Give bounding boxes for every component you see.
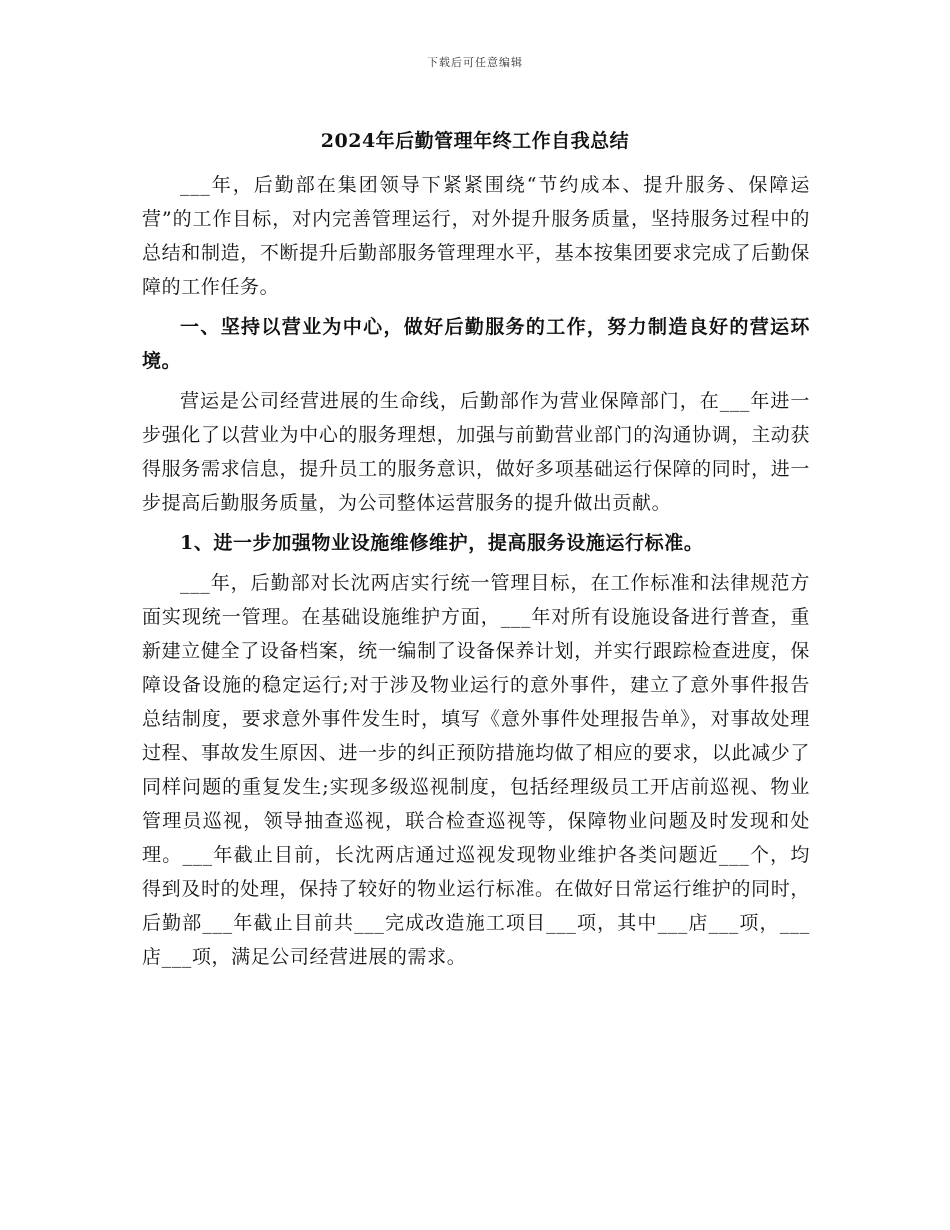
subsection-1-paragraph: ___年，后勤部对长沈两店实行统一管理目标，在工作标准和法律规范方面实现统一管理。在基础设施维护方面，___年对所有设施设备进行普查，重新建立健全了设备档案，统一编制了设备保养计划，并实行跟踪检查进度，保障设备设施的稳定运行;对于涉及物业运行的意外事件，建立了意外事件报告总结制度，要求意外事件发生时，填写《意外事件处理报告单》，对事故处理过程、事故发生原因、进一步的纠正预防措施均做了相应的要求，以此减少了同样问题的重复发生;实现多级巡视制度，包括经理级员工开店前巡视、物业管理员巡视，领导抽查巡视，联合检查巡视等，保障物业问题及时发现和处理。___年截止目前，长沈两店通过巡视发现物业维护各类问题近___个，均得到及时的处理，保持了较好的物业运行标准。在做好日常运行维护的同时，后勤部___年截止目前共___完成改造施工项目___项，其中___店___项，___店___项，满足公司经营进展的需求。 [142,572,810,968]
intro-paragraph: ___年，后勤部在集团领导下紧紧围绕“节约成本、提升服务、保障运营”的工作目标，对内完善管理运行，对外提升服务质量，坚持服务过程中的总结和制造，不断提升后勤部服务管理理水平，基本按集团要求完成了后勤保障的工作任务。 [142,174,810,298]
document-body [142,168,810,980]
section-heading-1: 一、坚持以营业为中心，做好后勤服务的工作，努力制造良好的营运环境。 [142,316,810,372]
header-note: 下载后可任意编辑 [427,56,523,69]
page-title: 2024年后勤管理年终工作自我总结 [320,130,630,152]
subsection-heading-1: 1、进一步加强物业设施维修维护，提高服务设施运行标准。 [180,532,704,554]
section-1-paragraph: 营运是公司经营进展的生命线，后勤部作为营业保障部门，在___年进一步强化了以营业为中心的服务理想，加强与前勤营业部门的沟通协调，主动获得服务需求信息，提升员工的服务意识，做好多项基础运行保障的同时，进一步提高后勤服务质量，为公司整体运营服务的提升做出贡献。 [142,390,810,514]
